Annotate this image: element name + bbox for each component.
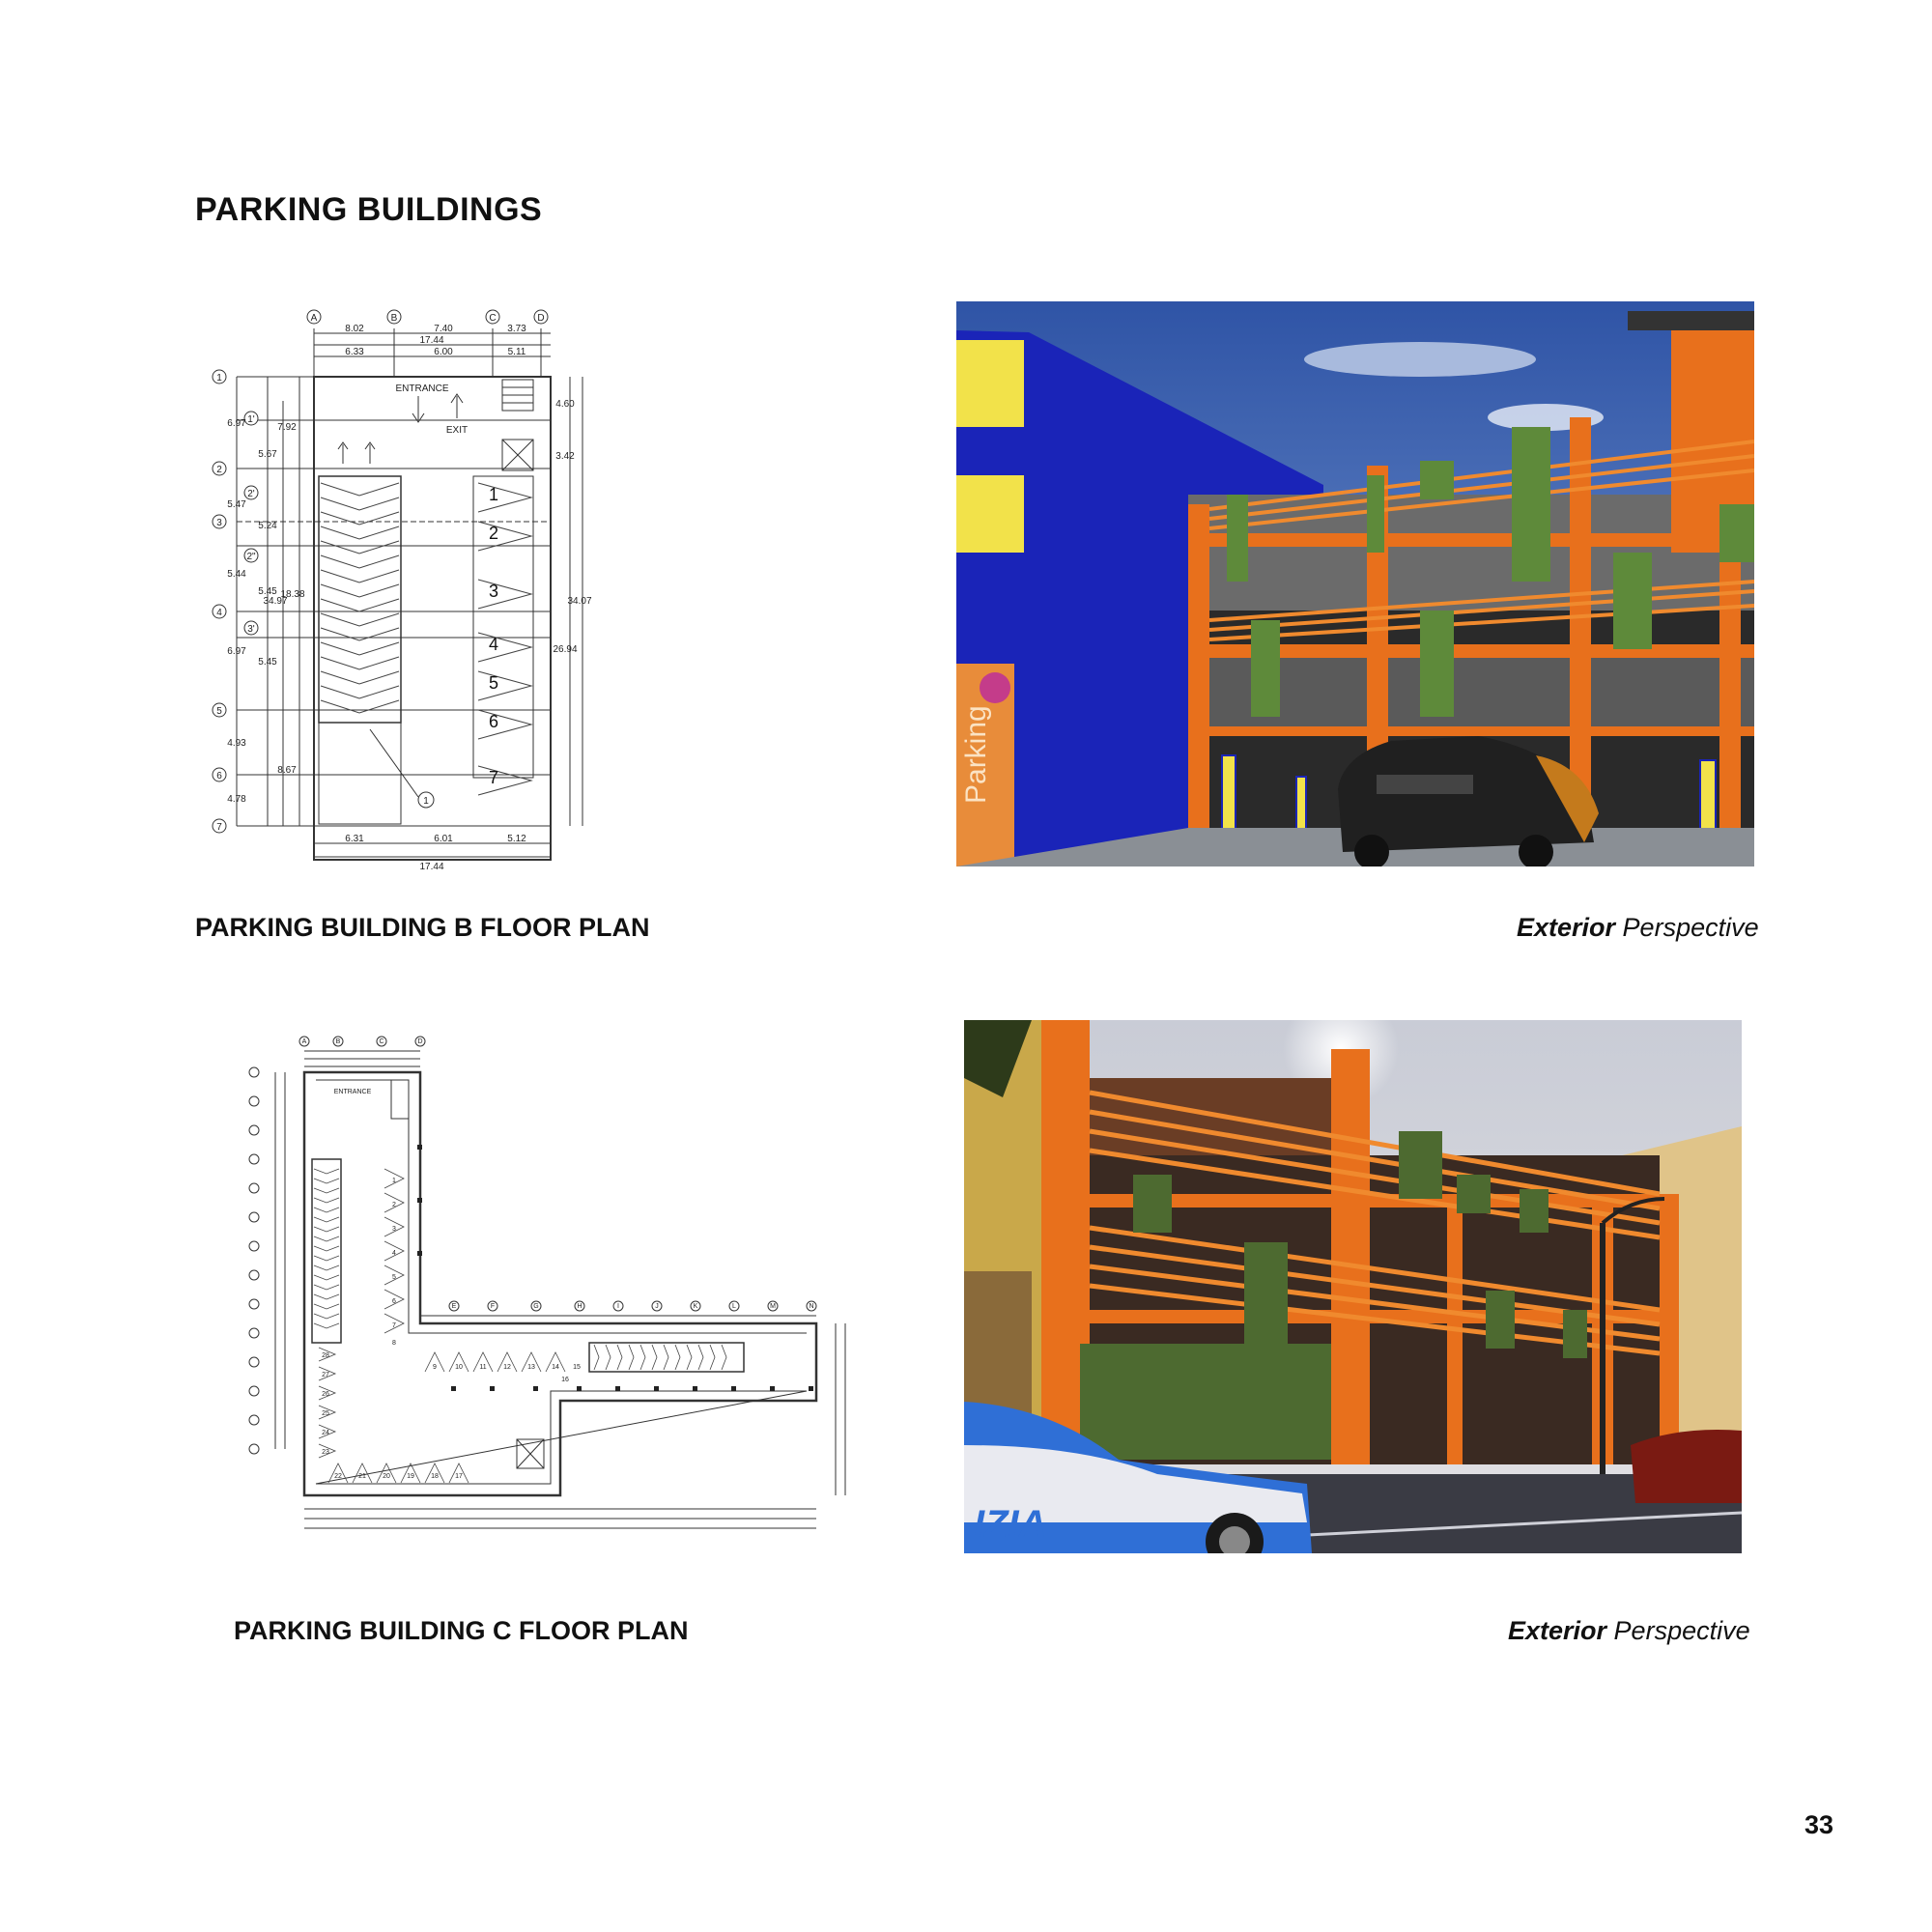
stall-number: 13	[527, 1364, 535, 1371]
dimension: 6.31	[345, 834, 364, 844]
dimension: 6.00	[434, 347, 453, 357]
stall-number: 28	[322, 1352, 329, 1359]
photo-c-caption	[1508, 1616, 1750, 1646]
grid-col-label: H	[577, 1303, 582, 1310]
plan-c-caption: PARKING BUILDING C FLOOR PLAN	[234, 1616, 689, 1645]
grid-col-label: M	[770, 1303, 776, 1310]
grid-row-label: 7	[216, 822, 222, 833]
stall-number: 11	[479, 1364, 487, 1371]
dimension: 8.67	[277, 765, 297, 776]
grid-col-label: I	[617, 1303, 619, 1310]
grid-col-label: A	[301, 1038, 307, 1045]
entrance-label: ENTRANCE	[333, 1089, 372, 1095]
grid-row-label: 2'	[247, 489, 255, 499]
stall-number: 26	[322, 1391, 329, 1398]
stall-number: 17	[455, 1473, 463, 1480]
grid-col-label: C	[489, 313, 497, 324]
stall-number: 20	[383, 1473, 390, 1480]
stall-number: 15	[573, 1364, 581, 1371]
stall-number: 19	[407, 1473, 414, 1480]
exterior-render-b	[956, 301, 1754, 867]
grid-row-label: 2	[216, 465, 222, 475]
caption-bold: Exterior	[1508, 1616, 1607, 1645]
stall-number: 2	[392, 1202, 396, 1208]
photo-b-caption	[1517, 913, 1759, 943]
callout-label: 1	[423, 796, 429, 807]
grid-col-label: L	[732, 1303, 736, 1310]
stall-number: 16	[561, 1377, 569, 1383]
stall-number: 18	[431, 1473, 439, 1480]
grid-col-label: A	[310, 313, 318, 324]
parking-sign-text: Parking	[960, 705, 992, 804]
exterior-render-c	[964, 1020, 1742, 1553]
stall-number: 2	[488, 524, 499, 543]
stall-number: 1	[392, 1178, 396, 1184]
dimension: 4.78	[227, 794, 246, 805]
grid-col-label: C	[379, 1038, 384, 1045]
dimension: 6.97	[227, 646, 246, 657]
grid-col-label: B	[335, 1038, 341, 1045]
grid-col-label: K	[693, 1303, 698, 1310]
dimension: 8.02	[345, 324, 364, 334]
stall-number: 5	[488, 673, 499, 693]
dimension: 17.44	[419, 862, 444, 872]
dimension: 5.45	[258, 586, 277, 597]
dimension: 6.01	[434, 834, 453, 844]
floor-plan-b	[208, 304, 594, 874]
dimension: 5.67	[258, 449, 277, 460]
stall-number: 8	[392, 1340, 396, 1347]
dimension: 5.44	[227, 569, 246, 580]
grid-col-label: D	[417, 1038, 423, 1045]
grid-col-label: E	[451, 1303, 457, 1310]
stall-number: 25	[322, 1410, 329, 1417]
caption-rest: Perspective	[1606, 1616, 1750, 1645]
grid-col-label: B	[390, 313, 398, 324]
grid-row-label: 2"	[246, 552, 256, 562]
grid-row-label: 4	[216, 608, 222, 618]
grid-row-label: 1'	[247, 414, 255, 425]
plan-b-caption: PARKING BUILDING B FLOOR PLAN	[195, 913, 650, 942]
stall-number: 6	[392, 1298, 396, 1305]
dimension: 3.42	[555, 451, 575, 462]
dimension: 26.94	[553, 644, 578, 655]
dimension: 7.40	[434, 324, 453, 334]
stall-number: 5	[392, 1274, 396, 1281]
stall-number: 7	[392, 1322, 396, 1329]
stall-number: 7	[488, 768, 499, 787]
grid-col-label: J	[655, 1303, 659, 1310]
stall-number: 27	[322, 1372, 329, 1378]
stall-number: 12	[503, 1364, 511, 1371]
floor-plan-c	[246, 1034, 865, 1546]
dimension: 4.93	[227, 738, 246, 749]
dimension: 34.97	[263, 596, 288, 607]
dimension: 5.45	[258, 657, 277, 668]
stall-number: 9	[433, 1364, 437, 1371]
stall-number: 3	[392, 1226, 396, 1233]
entrance-label: ENTRANCE	[395, 384, 449, 394]
dimension: 17.44	[419, 335, 444, 346]
caption-rest: Perspective	[1615, 913, 1759, 942]
stall-number: 21	[358, 1473, 366, 1480]
dimension: 5.12	[507, 834, 526, 844]
grid-col-label: N	[809, 1303, 814, 1310]
dimension: 3.73	[507, 324, 526, 334]
stall-number: 22	[334, 1473, 342, 1480]
exit-label: EXIT	[445, 425, 469, 436]
dimension: 5.11	[507, 347, 526, 357]
page-title: PARKING BUILDINGS	[195, 191, 543, 228]
page-number: 33	[1804, 1810, 1834, 1839]
grid-col-label: F	[490, 1303, 496, 1310]
grid-col-label: G	[533, 1303, 539, 1310]
grid-col-label: D	[537, 313, 545, 324]
dimension: 5.47	[227, 499, 246, 510]
dimension: 5.24	[258, 521, 277, 531]
caption-bold: Exterior	[1517, 913, 1616, 942]
grid-row-label: 6	[216, 771, 222, 781]
dimension: 6.97	[227, 418, 246, 429]
stall-number: 3	[488, 582, 499, 601]
grid-row-label: 3	[216, 518, 222, 528]
dimension: 18.38	[280, 589, 305, 600]
stall-number: 4	[392, 1250, 396, 1257]
stall-number: 6	[488, 712, 499, 731]
stall-number: 24	[322, 1430, 329, 1436]
stall-number: 10	[455, 1364, 463, 1371]
stall-number: 23	[322, 1449, 329, 1456]
dimension: 4.60	[555, 399, 575, 410]
grid-row-label: 1	[216, 373, 222, 384]
grid-row-label: 3'	[247, 624, 255, 635]
stall-number: 4	[488, 635, 499, 654]
stall-number: 14	[552, 1364, 559, 1371]
car-text: IZIA	[974, 1503, 1047, 1546]
dimension: 6.33	[345, 347, 364, 357]
stall-number: 1	[488, 485, 499, 504]
dimension: 34.07	[567, 596, 592, 607]
dimension: 7.92	[277, 422, 297, 433]
grid-row-label: 5	[216, 706, 222, 717]
